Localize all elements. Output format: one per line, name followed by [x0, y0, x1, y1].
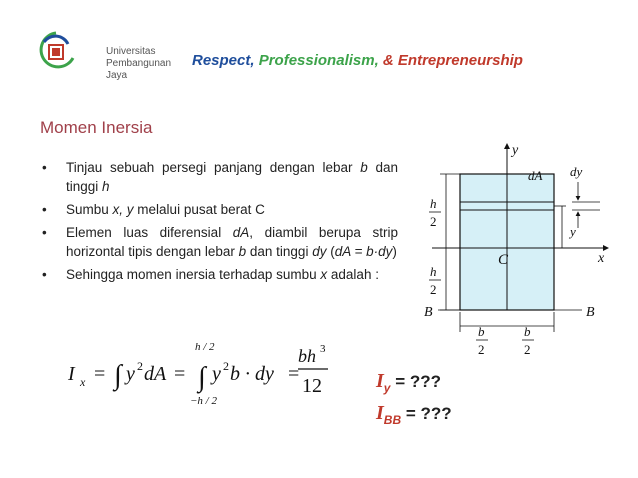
formula-integral-2: ∫: [198, 362, 206, 393]
formula-upper-limit: h / 2: [195, 341, 215, 353]
bullet-4-x: x: [320, 267, 328, 282]
logo-line-2: Pembangunan Jaya: [106, 58, 172, 81]
university-logo: [36, 30, 186, 90]
bullet-1-mid: dan tinggi: [66, 160, 398, 194]
bullet-2-xy: x, y: [112, 202, 134, 217]
bullet-3-da: dA: [232, 225, 250, 240]
formula-numerator: bh: [298, 346, 316, 366]
centroid-label: C: [498, 252, 509, 268]
formula-I: I: [68, 363, 75, 385]
question-ibb-sub: BB: [383, 413, 402, 427]
formula-y2: y: [212, 363, 221, 385]
formula-integral-1: ∫: [114, 360, 122, 391]
h-lower-num: h: [430, 264, 437, 279]
bb-label-right: B: [586, 305, 595, 320]
x-axis-label: x: [598, 251, 605, 266]
formula-y: y: [126, 363, 135, 385]
b-right-num: b: [524, 324, 531, 339]
formula-cube: 3: [320, 343, 326, 355]
bullet-1: [40, 158, 398, 196]
tagline-entrepreneurship: & Entrepreneurship: [378, 52, 523, 69]
formula-sq: 2: [137, 359, 143, 373]
logo-emblem-icon: [36, 30, 76, 80]
bullet-4-text: Sehingga momen inersia terhadap sumbu: [66, 267, 321, 282]
formula-denominator: 12: [302, 375, 322, 397]
bullet-3-dy: dy: [312, 244, 327, 259]
bullet-2-text: Sumbu: [66, 202, 113, 217]
tagline-respect: Respect,: [192, 52, 259, 69]
bullet-2: [40, 200, 398, 219]
bullet-3-mid2: dan tinggi: [246, 244, 313, 259]
h-upper-num: h: [430, 196, 437, 211]
formula-dA: dA: [144, 363, 167, 385]
tagline: [192, 52, 523, 69]
b-right-den: 2: [524, 342, 531, 357]
bullet-1-text: Tinjau sebuah persegi panjang dengan lebar: [66, 160, 361, 175]
rectangle-section-diagram: [412, 136, 622, 358]
dy-label: dy: [570, 164, 583, 179]
formula-x-sub: x: [80, 375, 86, 389]
question-ibb-I: I: [376, 402, 384, 424]
slide-title: Momen Inersia: [40, 118, 153, 137]
formula-eq-3: =: [288, 363, 300, 385]
logo-line-1: Universitas: [106, 46, 156, 57]
question-iy-sub: y: [383, 381, 391, 395]
formula-b-dy: b · dy: [230, 363, 274, 385]
question-iy: [376, 370, 441, 395]
y-axis-label: y: [512, 143, 519, 158]
bb-label-left: B: [424, 305, 433, 320]
b-left-num: b: [478, 324, 485, 339]
bullet-list: [40, 158, 398, 288]
b-left-den: 2: [478, 342, 485, 357]
bullet-1-h: h: [102, 179, 110, 194]
bullet-3-b: b: [238, 244, 247, 259]
bullet-3-text: Elemen luas diferensial: [66, 225, 233, 240]
y-distance-label: y: [570, 224, 576, 239]
tagline-professionalism: Professionalism,: [258, 52, 379, 69]
h-lower-den: 2: [430, 282, 437, 297]
question-ibb: [376, 402, 452, 427]
formula-eq-2: =: [174, 363, 186, 385]
bullet-3: [40, 223, 398, 261]
question-iy-rest: = ???: [390, 372, 442, 391]
question-ibb-rest: = ???: [401, 404, 452, 423]
h-upper-den: 2: [430, 214, 437, 229]
bullet-4-post: adalah :: [327, 267, 379, 282]
question-iy-I: I: [376, 370, 384, 392]
formula-lower-limit: −h / 2: [190, 395, 217, 407]
dA-label: dA: [528, 168, 543, 183]
bullet-4: [40, 265, 398, 284]
bullet-1-b: b: [360, 160, 368, 175]
formula-sq2: 2: [223, 359, 229, 373]
bullet-3-end: ): [392, 244, 397, 259]
moment-of-inertia-formula: [62, 336, 330, 408]
formula-eq-1: =: [94, 363, 106, 385]
bullet-3-paren: (: [326, 244, 335, 259]
bullet-2-post: melalui pusat berat C: [133, 202, 265, 217]
bullet-3-mid: , diambil berupa strip horizontal tipis dengan lebar: [66, 225, 398, 259]
bullet-3-eq: dA = b·dy: [334, 244, 393, 259]
